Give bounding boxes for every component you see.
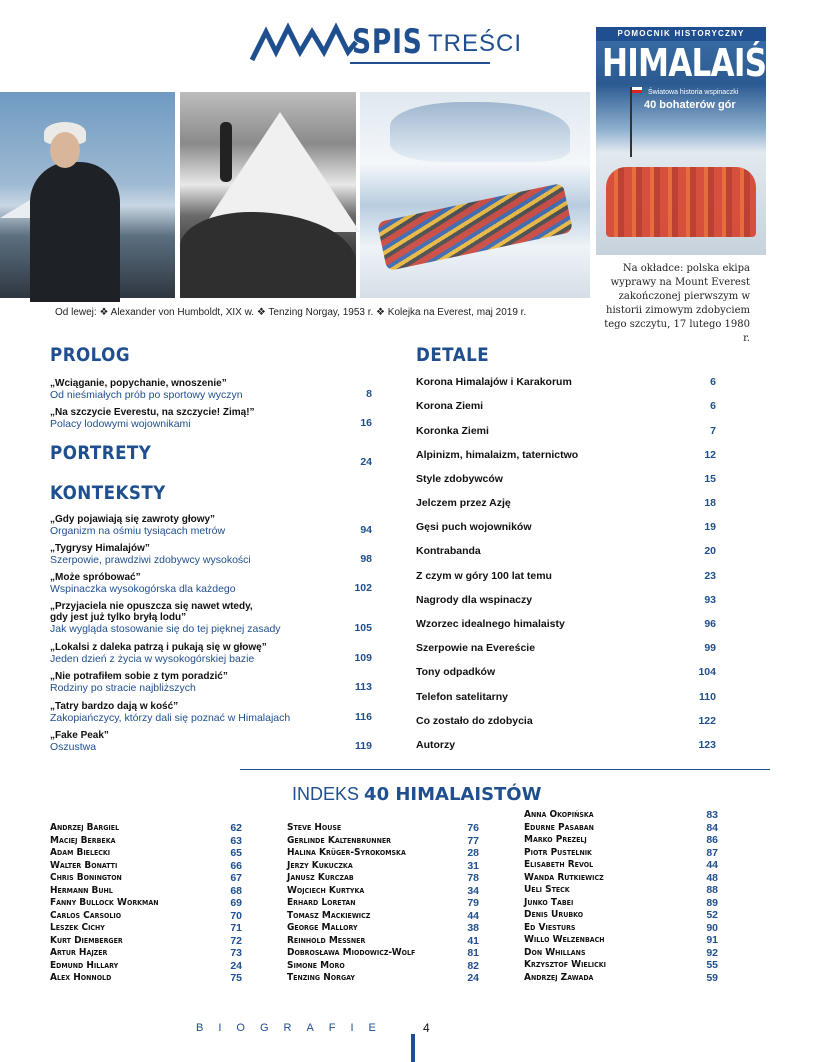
- section-portrety: PORTRETY: [50, 442, 152, 464]
- indeks-page: 38: [467, 922, 479, 934]
- indeks-page: 87: [706, 846, 718, 859]
- photo-caption: Od lewej: ❖ Alexander von Humboldt, XIX w. ❖ Tenzing Norgay, 1953 r. ❖ Kolejka na Everest, maj 2019 r.: [55, 307, 527, 318]
- indeks-page: 79: [467, 897, 479, 909]
- detale-item[interactable]: Korona Himalajów i Karakorum: [416, 376, 572, 388]
- toc-subtitle: Jeden dzień z życia w wysokogórskiej bazie: [50, 653, 255, 665]
- indeks-name[interactable]: Dobrosława Miodowicz-Wolf: [287, 947, 416, 958]
- toc-title[interactable]: „Fake Peak”: [50, 730, 109, 741]
- indeks-name[interactable]: Carlos Carsolio: [50, 909, 122, 921]
- toc-page: 116: [355, 711, 372, 723]
- detale-item[interactable]: Telefon satelitarny: [416, 691, 508, 703]
- indeks-page: 73: [230, 947, 242, 959]
- indeks-page: 41: [467, 934, 479, 947]
- photo-humboldt: [0, 92, 175, 298]
- indeks-name[interactable]: Junko Tabei: [524, 896, 574, 908]
- section-konteksty: KONTEKSTY: [50, 482, 166, 504]
- detale-page: 122: [698, 715, 716, 727]
- indeks-page: 84: [706, 821, 718, 834]
- logo-underline: [350, 62, 490, 64]
- indeks-name[interactable]: Elisabeth Revol: [524, 859, 594, 870]
- indeks-page: 77: [467, 834, 479, 847]
- section-detale: DETALE: [416, 344, 490, 366]
- figure-body: [30, 162, 120, 302]
- indeks-name[interactable]: Kurt Diemberger: [50, 934, 123, 946]
- toc-title[interactable]: „Nie potrafiłem sobie z tym poradzić”: [50, 671, 228, 682]
- indeks-page: 70: [230, 909, 242, 922]
- indeks-name[interactable]: Willo Welzenbach: [524, 934, 605, 945]
- serac-shape: [390, 102, 570, 162]
- indeks-name[interactable]: Wojciech Kurtyka: [287, 884, 365, 896]
- toc-subtitle: Jak wygląda stosowanie się do tej pięknej zasady: [50, 623, 281, 635]
- detale-page: 110: [699, 691, 716, 703]
- toc-title[interactable]: „Tatry bardzo dają w kość”: [50, 701, 179, 712]
- indeks-name[interactable]: Erhard Loretan: [287, 897, 356, 908]
- indeks-name[interactable]: Ed Viesturs: [524, 921, 576, 933]
- toc-subtitle: Wspinaczka wysokogórska dla każdego: [50, 583, 236, 595]
- indeks-page: 62: [230, 822, 242, 834]
- detale-item[interactable]: Tony odpadków: [416, 666, 496, 678]
- cover-caption: Na okładce: polska ekipa wyprawy na Mount Everest zakończonej pierwszym w historii zimowym zdobyciem tego szczytu, 17 lutego 1980 r.: [604, 263, 750, 344]
- toc-title[interactable]: „Na szczycie Everestu, na szczycie! Zimą!”: [50, 407, 255, 418]
- detale-item[interactable]: Autorzy: [416, 739, 456, 751]
- indeks-page: 68: [230, 884, 242, 897]
- indeks-name[interactable]: Piotr Pustelnik: [524, 846, 592, 858]
- indeks-page: 34: [467, 884, 479, 897]
- indeks-page: 24: [230, 959, 242, 972]
- logo-spis: SPIS: [352, 22, 423, 62]
- indeks-name[interactable]: Steve House: [287, 822, 342, 833]
- detale-item[interactable]: Style zdobywców: [416, 473, 503, 485]
- footer-bar: [411, 1034, 415, 1062]
- detale-item[interactable]: Co zostało do zdobycia: [416, 715, 533, 727]
- toc-page: 98: [360, 553, 372, 565]
- toc-subtitle: Szerpowie, prawdziwi zdobywcy wysokości: [50, 554, 251, 566]
- detale-page: 96: [704, 618, 716, 630]
- indeks-page: 82: [467, 959, 479, 972]
- indeks-heading-bold: 40 HIMALAISTÓW: [364, 784, 542, 805]
- indeks-page: 63: [230, 834, 242, 847]
- toc-page: 105: [354, 622, 372, 634]
- detale-page: 20: [704, 545, 716, 557]
- indeks-page: 28: [467, 847, 479, 859]
- detale-page: 93: [704, 594, 716, 606]
- toc-title-line2[interactable]: gdy jest już tylko bryłą lodu”: [50, 612, 187, 623]
- footer-page-number: 4: [423, 1021, 430, 1035]
- indeks-page: 52: [706, 909, 718, 921]
- indeks-name[interactable]: Ueli Steck: [524, 884, 570, 895]
- indeks-name[interactable]: Chris Bonington: [50, 872, 122, 883]
- mountain-logo-icon: [252, 24, 356, 64]
- toc-title[interactable]: „Może spróbować”: [50, 572, 141, 583]
- indeks-name[interactable]: Adam Bielecki: [50, 847, 111, 858]
- detale-page: 123: [698, 739, 716, 751]
- magazine-cover: [596, 27, 800, 255]
- indeks-name[interactable]: Don Whillans: [524, 946, 586, 958]
- indeks-name[interactable]: Fanny Bullock Workman: [50, 897, 159, 908]
- climber-figure: [220, 122, 232, 182]
- indeks-page: 78: [467, 872, 479, 884]
- indeks-name[interactable]: Andrzej Bargiel: [50, 822, 120, 833]
- indeks-heading-light: INDEKS: [292, 784, 360, 804]
- detale-item[interactable]: Z czym w góry 100 lat temu: [416, 570, 552, 582]
- climbers-queue: [377, 183, 573, 271]
- toc-page: 24: [360, 456, 372, 468]
- photo-everest-queue: [360, 92, 590, 298]
- indeks-name[interactable]: Tenzing Norgay: [287, 972, 355, 983]
- indeks-name[interactable]: Artur Hajzer: [50, 947, 108, 958]
- detale-page: 99: [704, 642, 716, 654]
- indeks-name[interactable]: Krzysztof Wielicki: [524, 959, 606, 970]
- indeks-page: 44: [706, 859, 718, 871]
- logo: [252, 18, 552, 68]
- toc-title[interactable]: „Przyjaciela nie opuszcza się nawet wtedy,: [50, 601, 253, 612]
- indeks-page: 69: [230, 897, 242, 909]
- indeks-name[interactable]: Anna Okopińska: [524, 809, 594, 820]
- indeks-name[interactable]: Janusz Kurczab: [287, 872, 354, 883]
- detale-item[interactable]: Szerpowie na Evereście: [416, 642, 536, 654]
- indeks-name[interactable]: Wanda Rutkiewicz: [524, 871, 604, 883]
- toc-title[interactable]: „Wciąganie, popychanie, wnoszenie”: [50, 378, 227, 389]
- flag-pole: [630, 87, 632, 157]
- toc-page: 94: [360, 524, 372, 536]
- indeks-page: 83: [706, 809, 718, 821]
- indeks-page: 89: [706, 896, 718, 909]
- toc-subtitle: Organizm na ośmiu tysiącach metrów: [50, 525, 226, 537]
- indeks-name[interactable]: Edurne Pasaban: [524, 821, 594, 833]
- figure-head: [50, 132, 80, 168]
- indeks-name[interactable]: Simone Moro: [287, 959, 345, 971]
- indeks-page: 72: [230, 934, 242, 947]
- indeks-name[interactable]: Halina Krüger-Syrokomska: [287, 847, 406, 858]
- indeks-name[interactable]: Reinhold Messner: [287, 934, 366, 946]
- indeks-page: 67: [230, 872, 242, 884]
- indeks-page: 66: [230, 859, 242, 872]
- detale-page: 7: [710, 425, 716, 437]
- toc-page: 102: [354, 582, 372, 594]
- indeks-page: 24: [467, 972, 479, 984]
- indeks-page: 71: [230, 922, 242, 934]
- toc-title[interactable]: „Gdy pojawiają się zawroty głowy”: [50, 514, 216, 525]
- divider-rule: [240, 769, 770, 770]
- detale-item[interactable]: Wzorzec idealnego himalaisty: [416, 618, 565, 630]
- detale-item[interactable]: Jelczem przez Azję: [416, 497, 511, 509]
- cover-badge: 40 bohaterów gór: [644, 99, 736, 111]
- indeks-name[interactable]: Marko Prezelj: [524, 834, 587, 845]
- toc-title[interactable]: „Tygrysy Himalajów”: [50, 543, 150, 554]
- indeks-page: 90: [706, 921, 718, 934]
- flag-icon: [632, 87, 642, 93]
- indeks-name[interactable]: Tomasz Mackiewicz: [287, 909, 371, 921]
- indeks-name[interactable]: Hermann Buhl: [50, 884, 113, 896]
- indeks-name[interactable]: Andrzej Zawada: [524, 971, 594, 983]
- indeks-page: 75: [230, 972, 242, 984]
- indeks-page: 65: [230, 847, 242, 859]
- indeks-page: 88: [706, 884, 718, 896]
- indeks-name[interactable]: Denis Urubko: [524, 909, 584, 920]
- detale-page: 23: [704, 570, 716, 582]
- logo-tresci: TREŚCI: [428, 30, 523, 57]
- toc-subtitle: Oszustwa: [50, 741, 97, 753]
- indeks-page: 59: [706, 971, 718, 984]
- footer-magazine-name: BIOGRAFIE: [196, 1022, 391, 1034]
- section-prolog: PROLOG: [50, 344, 130, 366]
- indeks-name[interactable]: Edmund Hillary: [50, 959, 119, 971]
- detale-page: 12: [704, 449, 716, 461]
- indeks-page: 44: [467, 909, 479, 922]
- toc-subtitle: Rodziny po stracie najbliższych: [50, 682, 196, 694]
- detale-item[interactable]: Nagrody dla wspinaczy: [416, 594, 533, 606]
- indeks-name[interactable]: George Mallory: [287, 922, 358, 933]
- indeks-page: 86: [706, 834, 718, 846]
- detale-page: 104: [698, 666, 716, 678]
- detale-page: 6: [710, 376, 716, 388]
- cover-title: HIMALAIŚCI: [602, 41, 800, 85]
- toc-page: 8: [366, 388, 372, 400]
- indeks-page: 48: [706, 871, 718, 884]
- indeks-page: 92: [706, 946, 718, 959]
- indeks-page: 81: [467, 947, 479, 959]
- detale-item[interactable]: Korona Ziemi: [416, 400, 484, 412]
- toc-page: 16: [360, 417, 372, 429]
- indeks-heading: [292, 784, 541, 805]
- indeks-name[interactable]: Walter Bonatti: [50, 859, 118, 871]
- detale-item[interactable]: Gęsi puch wojowników: [416, 521, 532, 533]
- indeks-page: 91: [706, 934, 718, 946]
- indeks-page: 31: [467, 859, 479, 872]
- indeks-name[interactable]: Gerlinde Kaltenbrunner: [287, 834, 392, 846]
- detale-item[interactable]: Alpinizm, himalaizm, taternictwo: [416, 449, 579, 461]
- detale-page: 18: [704, 497, 716, 509]
- indeks-name[interactable]: Alex Honnold: [50, 972, 112, 983]
- detale-item[interactable]: Kontrabanda: [416, 545, 481, 557]
- detale-page: 6: [710, 400, 716, 412]
- cover-top-line: POMOCNIK HISTORYCZNY: [596, 27, 766, 41]
- indeks-page: 76: [467, 822, 479, 834]
- cover-team-photo: [606, 167, 756, 237]
- indeks-name[interactable]: Jerzy Kukuczka: [287, 859, 353, 871]
- detale-page: 15: [704, 473, 716, 485]
- indeks-page: 55: [706, 959, 718, 971]
- toc-subtitle: Od nieśmiałych prób po sportowy wyczyn: [50, 389, 243, 401]
- toc-title[interactable]: „Lokalsi z daleka patrzą i pukają się w głowę”: [50, 642, 267, 653]
- indeks-name[interactable]: Maciej Berbeka: [50, 834, 116, 846]
- toc-subtitle: Polacy lodowymi wojownikami: [50, 418, 191, 430]
- cover-subtitle: Światowa historia wspinaczki: [648, 89, 739, 96]
- toc-page: 109: [354, 652, 372, 664]
- photo-norgay: [180, 92, 356, 298]
- detale-page: 19: [704, 521, 716, 533]
- toc-subtitle: Zakopiańczycy, którzy dali się poznać w Himalajach: [50, 712, 291, 724]
- detale-item[interactable]: Koronka Ziemi: [416, 425, 489, 437]
- toc-page: 113: [355, 681, 372, 693]
- toc-page: 119: [355, 740, 372, 752]
- indeks-name[interactable]: Leszek Cichy: [50, 922, 105, 933]
